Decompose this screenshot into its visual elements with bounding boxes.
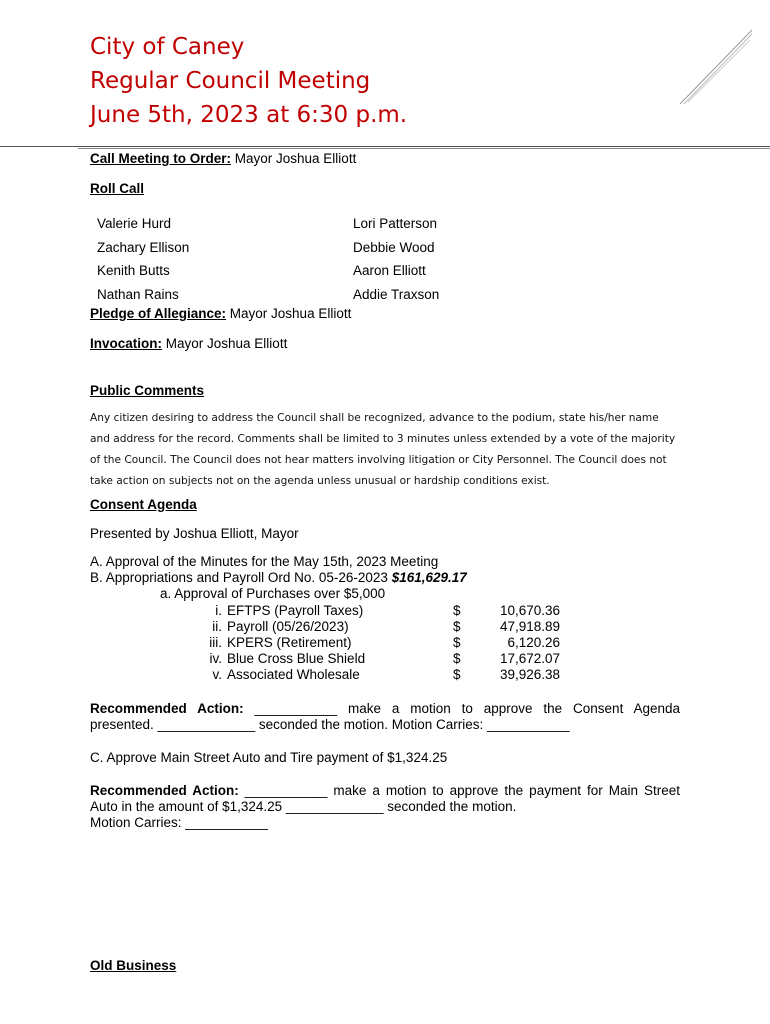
purchase-number: i.	[215, 603, 222, 618]
recommended-action-payment-line3: Motion Carries: ___________	[90, 815, 268, 830]
agenda-item-b	[90, 570, 467, 586]
signature-mark	[676, 24, 756, 108]
recommended-action-text: ___________ make a motion to approve the Consent Agenda	[243, 701, 680, 716]
purchase-number: iv.	[209, 651, 222, 666]
pledge-text: Mayor Joshua Elliott	[226, 306, 352, 321]
purchase-amount: 47,918.89	[499, 619, 560, 634]
roll-call-name: Lori Patterson	[353, 216, 438, 231]
purchase-number: v.	[212, 667, 222, 682]
roll-call-name: Debbie Wood	[353, 240, 435, 255]
recommended-action-label: Recommended Action:	[90, 701, 244, 716]
roll-call-name: Valerie Hurd	[97, 216, 172, 231]
consent-agenda-heading: Consent Agenda	[90, 497, 197, 512]
purchase-amount: 6,120.26	[507, 635, 560, 650]
agenda-item-c: C. Approve Main Street Auto and Tire payment of $1,324.25	[90, 750, 448, 765]
purchase-currency: $	[453, 635, 461, 650]
recommended-action-payment	[90, 783, 680, 799]
recommended-action-payment-line2: Auto in the amount of $1,324.25 _____________ seconded the motion.	[90, 799, 517, 814]
presented-by: Presented by Joshua Elliott, Mayor	[90, 526, 299, 541]
purchase-number: ii.	[212, 619, 222, 634]
purchase-number: iii.	[209, 635, 222, 650]
purchase-name: Associated Wholesale	[227, 667, 360, 682]
sub-item-a: a. Approval of Purchases over $5,000	[160, 586, 386, 601]
recommended-action-consent-line2: presented. _____________ seconded the motion. Motion Carries: ___________	[90, 717, 570, 732]
roll-call-heading: Roll Call	[90, 181, 145, 196]
pledge-label: Pledge of Allegiance:	[90, 306, 227, 321]
pledge-of-allegiance	[90, 306, 351, 322]
purchase-currency: $	[453, 667, 461, 682]
purchase-amount: 17,672.07	[499, 651, 560, 666]
header-divider	[0, 146, 770, 147]
document-title-city: City of Caney	[90, 34, 245, 60]
call-to-order-label: Call Meeting to Order:	[90, 151, 232, 166]
invocation	[90, 336, 287, 352]
roll-call-name: Zachary Ellison	[97, 240, 190, 255]
public-comments-heading: Public Comments	[90, 383, 205, 398]
roll-call-name: Kenith Butts	[97, 263, 170, 278]
agenda-item-b-amount: $161,629.17	[391, 570, 467, 585]
purchase-currency: $	[453, 651, 461, 666]
recommended-action-label: Recommended Action:	[90, 783, 239, 798]
invocation-text: Mayor Joshua Elliott	[162, 336, 288, 351]
purchase-name: Blue Cross Blue Shield	[227, 651, 366, 666]
roll-call-name: Addie Traxson	[353, 287, 440, 302]
recommended-action-consent	[90, 701, 680, 717]
call-to-order-text: Mayor Joshua Elliott	[231, 151, 357, 166]
call-to-order	[90, 151, 356, 167]
purchase-name: KPERS (Retirement)	[227, 635, 352, 650]
header-divider-secondary	[78, 148, 770, 149]
purchase-currency: $	[453, 619, 461, 634]
purchase-name: EFTPS (Payroll Taxes)	[227, 603, 364, 618]
agenda-item-b-text: B. Appropriations and Payroll Ord No. 05-26-2023	[90, 570, 392, 585]
document-title-meeting: Regular Council Meeting	[90, 68, 371, 94]
roll-call-name: Nathan Rains	[97, 287, 179, 302]
roll-call-name: Aaron Elliott	[353, 263, 426, 278]
recommended-action-text: ___________ make a motion to approve the payment for Main Street	[238, 783, 680, 798]
invocation-label: Invocation:	[90, 336, 163, 351]
purchase-currency: $	[453, 603, 461, 618]
purchase-amount: 39,926.38	[499, 667, 560, 682]
purchase-name: Payroll (05/26/2023)	[227, 619, 349, 634]
document-title-date: June 5th, 2023 at 6:30 p.m.	[90, 102, 408, 128]
purchase-amount: 10,670.36	[499, 603, 560, 618]
old-business-heading: Old Business	[90, 958, 177, 973]
agenda-item-a: A. Approval of the Minutes for the May 15th, 2023 Meeting	[90, 554, 439, 569]
public-comments-text: Any citizen desiring to address the Council shall be recognized, advance to the podium, state his/her name and address for the record. Comments shall be limited to 3 minutes unless extended by a vote of the majority of the Council. The Council does not hear matters involving litigation or City Personnel. The Council does not take action on subjects not on the agenda unless unusual or hardship conditions exist.	[90, 412, 676, 487]
